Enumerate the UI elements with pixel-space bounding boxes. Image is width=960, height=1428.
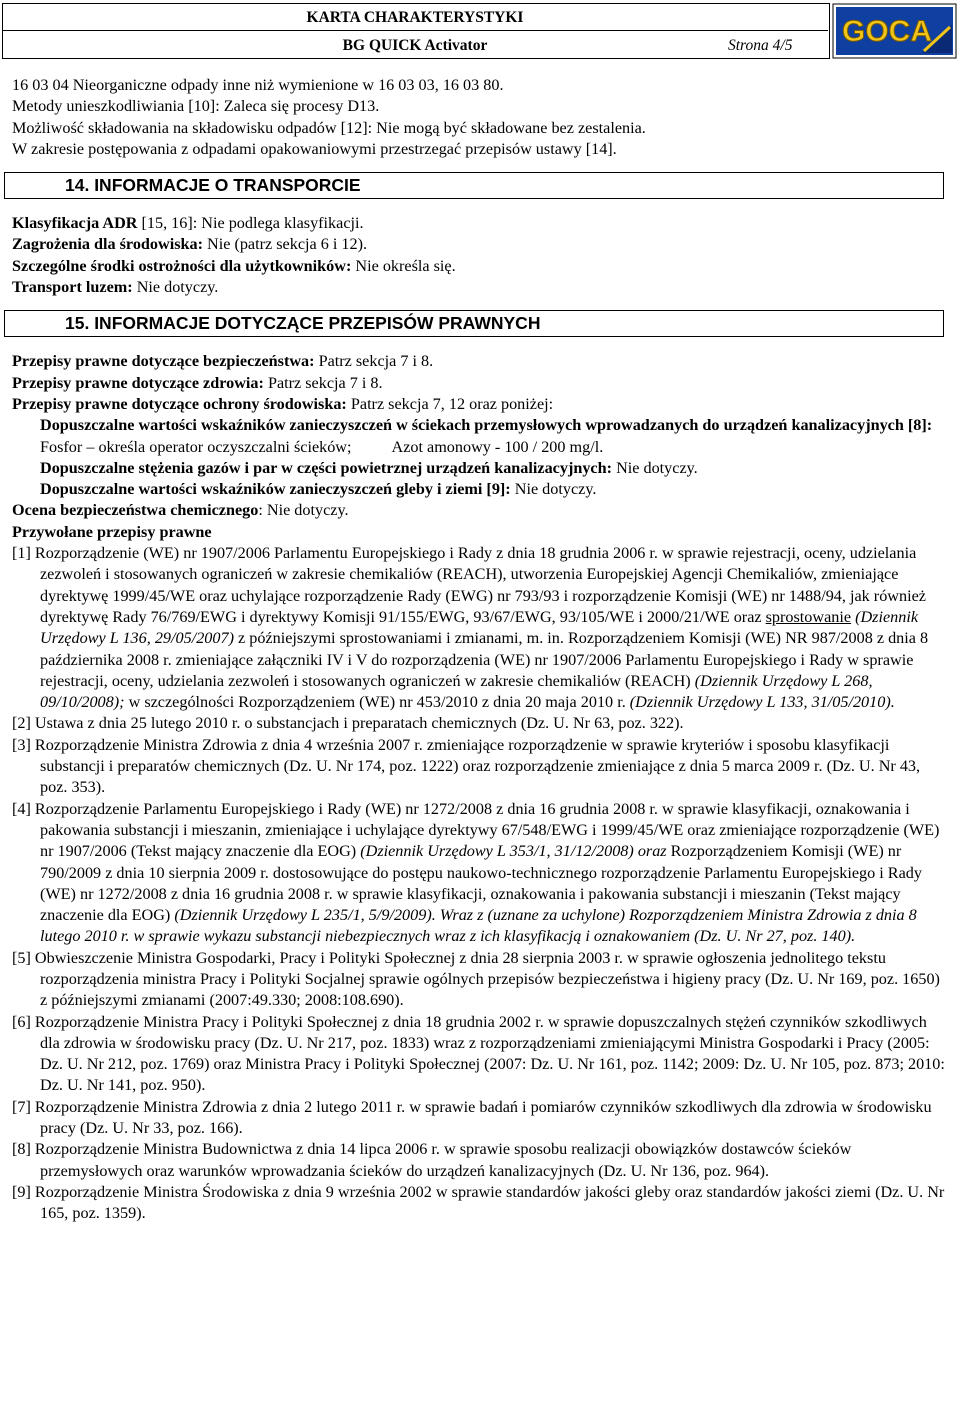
chemical-safety-assessment xyxy=(12,500,948,521)
soil-limits xyxy=(12,479,948,500)
sewage-limits-label: Dopuszczalne wartości wskaźników zanieczyszczeń w ściekach przemysłowych wprowadzanych do urządzeń kanalizacyjnych [8]: xyxy=(40,416,933,435)
gas-limits xyxy=(12,458,948,479)
reference-item: [9] Rozporządzenie Ministra Środowiska z dnia 9 września 2002 w sprawie standardów jakości gleby oraz standardów jakości ziemi (Dz. U. Nr 165, poz. 1359). xyxy=(12,1182,945,1223)
environmental-hazards xyxy=(12,234,948,255)
adr-classification xyxy=(12,213,948,234)
section-15-heading: 15. INFORMACJE DOTYCZĄCE PRZEPISÓW PRAWNYCH xyxy=(4,310,944,337)
special-precautions xyxy=(12,256,948,277)
adr-value: [15, 16]: Nie podlega klasyfikacji. xyxy=(137,214,364,233)
csa-value: : Nie dotyczy. xyxy=(258,501,349,520)
phosphor-limit: Fosfor – określa operator oczyszczalni ścieków; xyxy=(40,437,352,456)
environment-regulations xyxy=(12,394,948,415)
correction-link[interactable]: sprostowanie xyxy=(765,607,852,626)
prec-value: Nie określa się. xyxy=(351,256,456,275)
env-value: Nie (patrz sekcja 6 i 12). xyxy=(202,235,368,254)
ammonia-limit: Azot amonowy - 100 / 200 mg/l. xyxy=(391,437,604,456)
soil-label: Dopuszczalne wartości wskaźników zanieczyszczeń gleby i ziemi [9]: xyxy=(40,480,511,499)
header-divider xyxy=(2,30,828,31)
intro-line: Metody unieszkodliwiania [10]: Zaleca się procesy D13. xyxy=(12,97,380,116)
health-label: Przepisy prawne dotyczące zdrowia: xyxy=(12,373,264,392)
intro-line: W zakresie postępowania z odpadami opakowaniowymi przestrzegać przepisów ustawy [14]. xyxy=(12,139,617,158)
reference-item: [4] Rozporządzenie Parlamentu Europejskiego i Rady (WE) nr 1272/2008 z dnia 16 grudnia 2008 r. w sprawie klasyfikacji, oznakowania i pakowania substancji i mieszanin, zmieniające i uchylające dyrektywy 67/548/EWG i 1999/45/WE oraz zmieniające rozporządzenie (WE) nr 1907/2006 (Tekst mający znaczenie dla EOG) (Dziennik Urzędowy L 353/1, 31/12/2008) oraz Rozporządzeniem Komisji (WE) nr 790/2009 z dnia 10 sierpnia 2009 r. dostosowujące do postępu naukowo-technicznego rozporządzenie Parlamentu Europejskiego i Rady (WE) nr 1272/2008 z dnia 16 grudnia 2008 r. w sprawie klasyfikacji, oznakowania i pakowania substancji i mieszanin (Tekst mający znaczenie dla EOG) (Dziennik Urzędowy L 235/1, 5/9/2009). Wraz z (uznane za uchylone) Rozporządzeniem Ministra Zdrowia z dnia 8 lutego 2010 r. w sprawie wykazu substancji niebezpiecznych wraz z ich klasyfikacją i oznakowaniem (Dz. U. Nr 27, poz. 140). xyxy=(12,799,940,946)
intro-line: Możliwość składowania na składowisku odpadów [12]: Nie mogą być składowane bez zestalenia. xyxy=(12,118,646,137)
goca-logo xyxy=(832,3,957,59)
reference-item: [8] Rozporządzenie Ministra Budownictwa z dnia 14 lipca 2006 r. w sprawie sposobu realizacji obowiązków dostawców ścieków przemysłowych oraz warunków wprowadzania ścieków do urządzeń kanalizacyjnych (Dz. U. Nr 136, poz. 964). xyxy=(12,1140,852,1180)
env-label: Zagrożenia dla środowiska: xyxy=(12,235,203,254)
reference-item: [5] Obwieszczenie Ministra Gospodarki, Pracy i Polityki Społecznej z dnia 28 sierpnia 2003 r. w sprawie ogłoszenia jednolitego tekstu rozporządzenia ministra Pracy i Polityki Socjalnej sprawie ogólnych przepisów bezpieczeństwa i higieny pracy (Dz. U. Nr 169, poz. 1650) z późniejszymi zmianami (2007:49.330; 2008:108.690). xyxy=(12,948,940,1010)
header-product-name: BG QUICK Activator xyxy=(342,37,488,54)
section-14-heading: 14. INFORMACJE O TRANSPORCIE xyxy=(4,172,944,199)
sewage-limits-values xyxy=(12,437,948,458)
gas-value: Nie dotyczy. xyxy=(612,458,698,477)
safety-regulations xyxy=(12,351,948,372)
references-title: Przywołane przepisy prawne xyxy=(12,522,212,541)
reference-item: [6] Rozporządzenie Ministra Pracy i Polityki Społecznej z dnia 18 grudnia 2002 r. w sprawie dopuszczalnych stężeń czynników szkodliwych dla zdrowia w środowisku pracy (Dz. U. Nr 217, poz. 1833) wraz z rozporządzeniami zmieniającymi Ministra Gospodarki i Pracy (2005: Dz. U. Nr 212, poz. 1769) oraz Ministra Pracy i Polityki Społecznej (2007: Dz. U. Nr 161, poz. 1142; 2009: Dz. U. Nr 105, poz. 873; 2010: Dz. U. Nr 141, poz. 950). xyxy=(12,1012,945,1095)
bulk-transport xyxy=(12,277,948,298)
safety-label: Przepisy prawne dotyczące bezpieczeństwa: xyxy=(12,352,315,371)
envprot-value: Patrz sekcja 7, 12 oraz poniżej: xyxy=(346,394,554,413)
health-value: Patrz sekcja 7 i 8. xyxy=(263,373,383,392)
bulk-label: Transport luzem: xyxy=(12,278,133,297)
logo-wordmark: GOCA xyxy=(842,15,932,48)
safety-value: Patrz sekcja 7 i 8. xyxy=(314,352,434,371)
health-regulations xyxy=(12,373,948,394)
reference-item: [7] Rozporządzenie Ministra Zdrowia z dnia 2 lutego 2011 r. w sprawie badań i pomiarów czynników szkodliwych dla zdrowia w środowisku pracy (Dz. U. Nr 33, poz. 166). xyxy=(12,1097,932,1138)
reference-item: [1] Rozporządzenie (WE) nr 1907/2006 Parlamentu Europejskiego i Rady z dnia 18 grudnia 2006 r. w sprawie rejestracji, oceny, udzielania zezwoleń i stosowanych ograniczeń w zakresie chemikaliów (REACH), utworzenia Europejskiej Agencji Chemikaliów, zmieniające dyrektywę 1999/45/WE oraz uchylające rozporządzenie Rady (EWG) nr 793/93 i rozporządzenie Komisji (WE) nr 1488/94, jak również dyrektywę Rady 76/769/EWG i dyrektywy Komisji 91/155/EWG, 93/67/EWG, 93/105/WE i 2000/21/WE oraz sprostowanie (Dziennik Urzędowy L 136, 29/05/2007) z późniejszymi sprostowaniami i zmianami, m. in. Rozporządzeniem Komisji (WE) NR 987/2008 z dnia 8 października 2008 r. zmieniające załączniki IV i V do rozporządzenia (WE) nr 1907/2006 Parlamentu Europejskiego i Rady w sprawie rejestracji, oceny, udzielania zezwoleń i stosowanych ograniczeń w zakresie chemikaliów (REACH) (Dziennik Urzędowy L 268, 09/10/2008); w szczególności Rozporządzeniem (WE) nr 453/2010 z dnia 20 maja 2010 r. (Dziennik Urzędowy L 133, 31/05/2010). xyxy=(12,544,929,712)
adr-label: Klasyfikacja ADR xyxy=(12,214,138,233)
prec-label: Szczególne środki ostrożności dla użytkowników: xyxy=(12,256,352,275)
reference-item: [2] Ustawa z dnia 25 lutego 2010 r. o substancjach i preparatach chemicznych (Dz. U. Nr 63, poz. 322). xyxy=(12,714,684,733)
header-title: KARTA CHARAKTERYSTYKI xyxy=(306,9,524,26)
gas-label: Dopuszczalne stężenia gazów i par w części powietrznej urządzeń kanalizacyjnych: xyxy=(40,458,613,477)
page-header xyxy=(2,3,957,59)
document-body xyxy=(12,75,948,1225)
bulk-value: Nie dotyczy. xyxy=(132,278,219,297)
intro-line: 16 03 04 Nieorganiczne odpady inne niż wymienione w 16 03 03, 16 03 80. xyxy=(12,76,504,94)
csa-label: Ocena bezpieczeństwa chemicznego xyxy=(12,501,259,520)
soil-value: Nie dotyczy. xyxy=(510,480,597,499)
reference-item: [3] Rozporządzenie Ministra Zdrowia z dnia 4 września 2007 r. zmieniające rozporządzenie w sprawie kryteriów i sposobu klasyfikacji substancji i preparatów chemicznych (Dz. U. Nr 174, poz. 1222) oraz rozporządzenie zmieniające z dnia 5 marca 2009 r. (Dz. U. Nr 43, poz. 353). xyxy=(12,735,921,797)
envprot-label: Przepisy prawne dotyczące ochrony środowiska: xyxy=(12,394,347,413)
header-page-number: Strona 4/5 xyxy=(728,37,793,54)
